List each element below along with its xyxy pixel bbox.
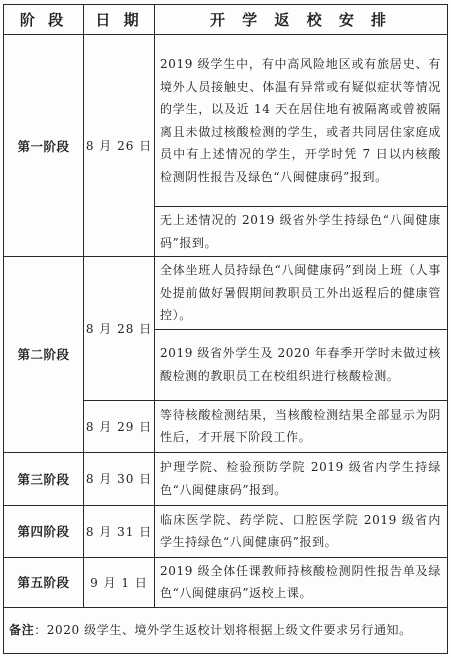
header-date: 日 期 <box>84 5 155 35</box>
arrangement-item: 临床医学院、药学院、口腔医学院 2019 级省内学生持绿色“八闽健康码”报到。 <box>155 505 448 557</box>
arrangement-item: 护理学院、检验预防学院 2019 级省内学生持绿色“八闽健康码”报到。 <box>155 452 448 505</box>
table-row <box>4 452 448 505</box>
arrangement-item: 等待核酸检测结果，当核酸检测结果全部显示为阴性后，才开展下阶段工作。 <box>155 400 448 452</box>
stage-date: 8 月 29 日 <box>84 400 155 452</box>
stage-name: 第四阶段 <box>4 505 84 557</box>
note-cell <box>4 607 448 653</box>
stage-date: 8 月 31 日 <box>84 505 155 557</box>
stage-date: 8 月 26 日 <box>84 35 155 257</box>
stage-name: 第一阶段 <box>4 35 84 257</box>
arrangement-item: 2019 级学生中，有中高风险地区或有旅居史、有境外人员接触史、体温有异常或有疑似症状等情况的学生，以及近 14 天在居住地有被隔离或曾被隔离且未做过核酸检测的学生，或者共同居住家庭成员中有上述情况的学生，开学时凭 7 日以内核酸检测阴性报告及绿色“八闽健康码”报到。 <box>155 35 448 207</box>
header-stage: 阶 段 <box>4 5 84 35</box>
table-row <box>4 505 448 557</box>
stage-name: 第三阶段 <box>4 452 84 505</box>
table-row <box>4 257 448 330</box>
arrangement-item: 无上述情况的 2019 级省外学生持绿色“八闽健康码”报到。 <box>155 207 448 257</box>
stage-date: 9 月 1 日 <box>84 557 155 607</box>
arrangement-item: 2019 级省外学生及 2020 年春季开学时未做过核酸检测的教职员工在校组织进行核酸检测。 <box>155 329 448 400</box>
table-row <box>4 557 448 607</box>
stage-name: 第五阶段 <box>4 557 84 607</box>
note-text: ：2020 级学生、境外学生返校计划将根据上级文件要求另行通知。 <box>34 622 412 637</box>
arrangement-item: 2019 级全体任课教师持核酸检测阴性报告单及绿色“八闽健康码”返校上课。 <box>155 557 448 607</box>
stage-date: 8 月 30 日 <box>84 452 155 505</box>
table-row <box>4 35 448 207</box>
stage-date: 8 月 28 日 <box>84 257 155 401</box>
header-row <box>4 5 448 35</box>
arrangement-item: 全体坐班人员持绿色“八闽健康码”到岗上班（人事处提前做好暑假期间教职员工外出返程后的健康管控）。 <box>155 257 448 330</box>
note-row <box>4 607 448 653</box>
note-label: 备注 <box>9 622 35 637</box>
schedule-table <box>3 4 448 654</box>
header-arrangement: 开 学 返 校 安 排 <box>155 5 448 35</box>
stage-name: 第二阶段 <box>4 257 84 453</box>
